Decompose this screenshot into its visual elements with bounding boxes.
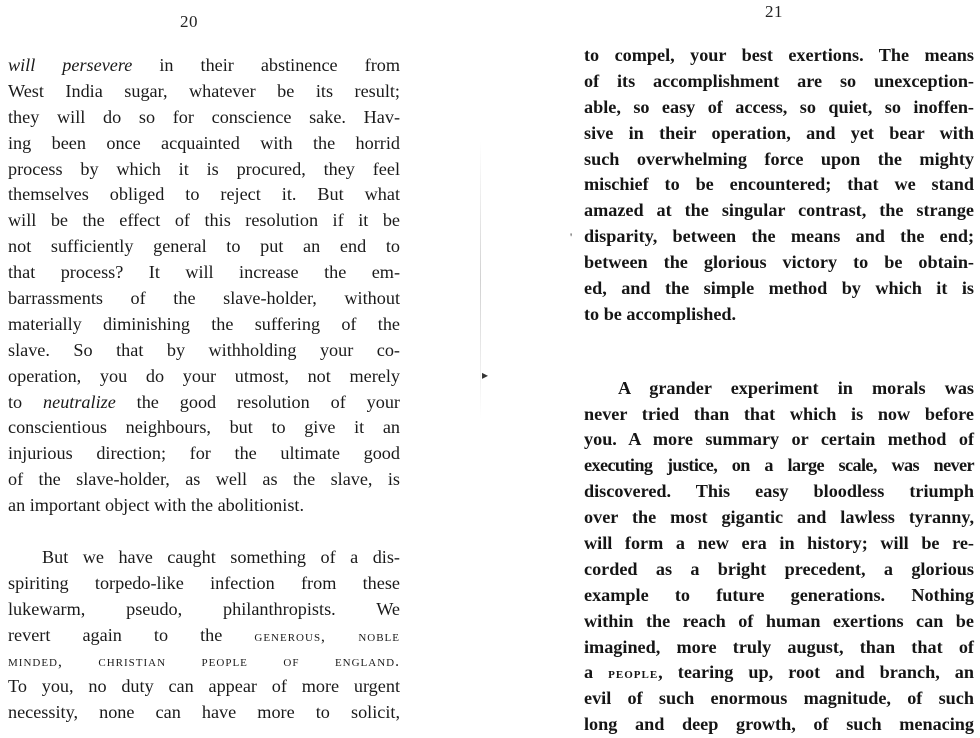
line-text: the good resolution of your <box>115 391 400 412</box>
small-caps-text: minded, christian people of england. <box>8 653 400 671</box>
line-text: to <box>8 391 44 412</box>
left-page-text <box>8 53 400 726</box>
text-line: imagined, more truly august, than that of <box>584 636 974 657</box>
text-line: lukewarm, pseudo, philanthropists. We <box>8 598 400 619</box>
text-line: To you, no duty can appear of more urgent <box>8 676 400 697</box>
right-page-number: 21 <box>765 2 783 21</box>
text-line: ed, and the simple method by which it is <box>584 278 974 299</box>
text-line: you. A more summary or certain method of <box>584 429 974 450</box>
text-line <box>8 623 400 649</box>
text-line: over the most gigantic and lawless tyranny, <box>584 507 974 528</box>
left-page-number: 20 <box>180 12 198 31</box>
paragraph-gap <box>584 354 974 376</box>
text-line: mischief to be encountered; that we stand <box>584 174 974 195</box>
line-text: revert again to the <box>8 624 255 645</box>
text-line <box>584 660 974 686</box>
text-line: discovered. This easy bloodless triumph <box>584 481 974 502</box>
text-line: conscientious neighbours, but to give it an <box>8 417 400 438</box>
text-line: operation, you do your utmost, not merely <box>8 365 400 386</box>
text-line: process by which it is procured, they feel <box>8 158 400 179</box>
text-line: able, so easy of access, so quiet, so inoffen- <box>584 96 974 117</box>
text-line: amazed at the singular contrast, the strange <box>584 200 974 221</box>
text-line <box>8 53 400 79</box>
text-line: of its accomplishment are so unexception- <box>584 70 974 91</box>
text-line: evil of such enormous magnitude, of such <box>584 688 974 709</box>
text-line: ing been once acquainted with the horrid <box>8 132 400 153</box>
text-line: such overwhelming force upon the mighty <box>584 148 974 169</box>
gutter-mark: ▸ <box>482 368 489 382</box>
text-line: spiriting torpedo-like infection from these <box>8 572 400 593</box>
text-line: barrassments of the slave-holder, without <box>8 288 400 309</box>
right-page-text <box>584 43 974 738</box>
right-page <box>490 0 980 733</box>
text-line: of the slave-holder, as well as the slave, is <box>8 469 400 490</box>
small-caps-text: people <box>608 665 659 683</box>
small-caps-text: generous, noble <box>254 627 400 645</box>
text-line: to compel, your best exertions. The means <box>584 45 974 65</box>
line-text: , tearing up, root and branch, an <box>658 662 974 683</box>
text-line: corded as a bright precedent, a glorious <box>584 558 974 579</box>
text-line: an important object with the abolitionist. <box>8 495 304 516</box>
text-line: to be accomplished. <box>584 303 737 324</box>
line-text: a <box>584 662 609 683</box>
text-line: they will do so for conscience sake. Hav- <box>8 106 400 127</box>
text-line: disparity, between the means and the end; <box>584 226 974 247</box>
text-line: not sufficiently general to put an end to <box>8 236 400 257</box>
margin-tick: ' <box>570 230 573 244</box>
text-line: long and deep growth, of such menacing <box>584 714 974 735</box>
text-line: between the glorious victory to be obtain- <box>584 252 974 273</box>
paragraph-gap <box>8 519 400 545</box>
emphasis-text: will persevere <box>8 55 133 75</box>
text-line: West India sugar, whatever be its result; <box>8 80 400 101</box>
line-text: in their abstinence from <box>132 55 400 75</box>
text-line: injurious direction; for the ultimate good <box>8 443 400 464</box>
text-line: executing justice, on a large scale, was never <box>584 455 974 476</box>
text-line: will form a new era in history; will be re- <box>584 533 974 554</box>
text-line <box>8 390 400 416</box>
text-line: A grander experiment in morals was <box>618 377 974 398</box>
text-line: never tried than that which is now before <box>584 403 974 424</box>
text-line: example to future generations. Nothing <box>584 584 974 605</box>
text-line: within the reach of human exertions can be <box>584 610 974 631</box>
left-page <box>0 0 490 733</box>
page-gutter <box>480 140 481 420</box>
text-line: sive in their operation, and yet bear with <box>584 122 974 143</box>
text-line <box>8 648 400 674</box>
emphasis-text: neutralize <box>43 391 116 412</box>
text-line: necessity, none can have more to solicit, <box>8 702 400 723</box>
text-line: will be the effect of this resolution if it be <box>8 210 400 231</box>
text-line: themselves obliged to reject it. But what <box>8 184 400 205</box>
text-line: slave. So that by withholding your co- <box>8 339 400 360</box>
text-line: materially diminishing the suffering of the <box>8 313 400 334</box>
paragraph-gap <box>584 328 974 354</box>
text-line: But we have caught something of a dis- <box>42 546 400 567</box>
text-line: that process? It will increase the em- <box>8 262 400 283</box>
